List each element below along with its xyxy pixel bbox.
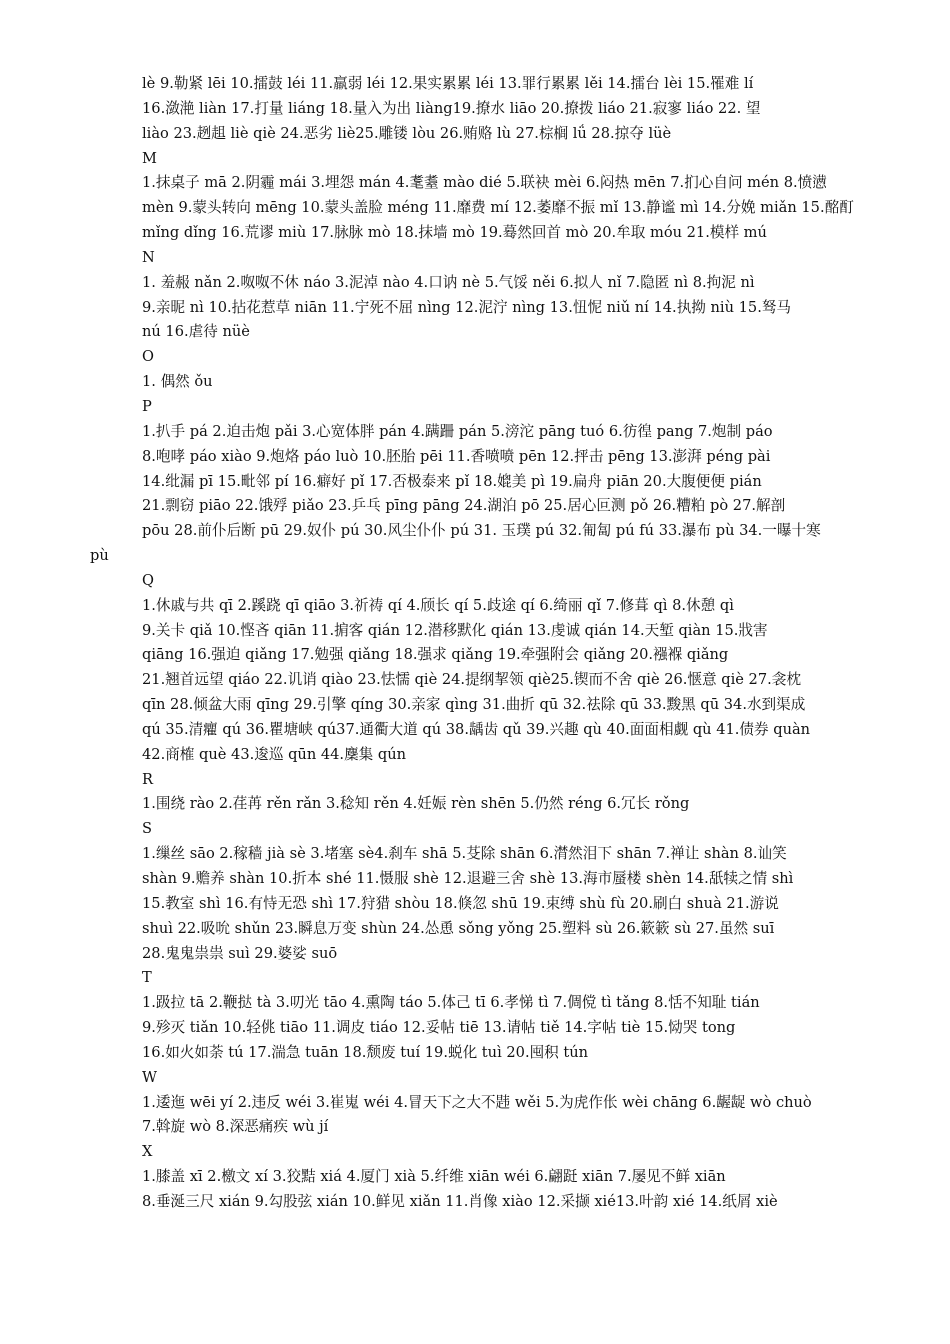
text-line: 28.鬼鬼祟祟 suì 29.婆娑 suō <box>142 944 338 962</box>
text-line: pù <box>90 547 109 565</box>
text-line: 9.殄灭 tiǎn 10.轻佻 tiāo 11.调皮 tiáo 12.妥帖 tiē 13.请帖 tiě 14.字帖 tiè 15.恸哭 tong <box>142 1019 736 1037</box>
pronunciation-list <box>90 72 870 1215</box>
text-line: 1. 偶然 ǒu <box>142 373 213 391</box>
text-line: qīn 28.倾盆大雨 qīng 29.引擎 qíng 30.亲家 qìng 31.曲折 qū 32.祛除 qū 33.黢黑 qū 34.水到渠成 <box>142 696 806 714</box>
text-line: shuì 22.吸吮 shǔn 23.瞬息万变 shùn 24.怂恿 sǒng yǒng 25.塑料 sù 26.簌簌 sù 27.虽然 suī <box>142 919 775 937</box>
text-line: 15.教室 shì 16.有恃无恐 shì 17.狩猎 shòu 18.倏忽 shū 19.束缚 shù fù 20.刷白 shuà 21.游说 <box>142 894 779 912</box>
text-line: 9.亲昵 nì 10.拈花惹草 niān 11.宁死不屈 nìng 12.泥泞 nìng 13.忸怩 niǔ ní 14.执拗 niù 15.驽马 <box>142 298 792 316</box>
text-line: 8.垂涎三尺 xián 9.勾股弦 xián 10.鲜见 xiǎn 11.肖像 xiào 12.采撷 xié13.叶韵 xié 14.纸屑 xiè <box>142 1192 778 1210</box>
text-line: 1.趿拉 tā 2.鞭挞 tà 3.叨光 tāo 4.熏陶 táo 5.体己 tī 6.孝悌 tì 7.倜傥 tì tǎng 8.恬不知耻 tián <box>142 994 760 1012</box>
text-line: 1.围绕 rào 2.荏苒 rěn rǎn 3.稔知 rěn 4.妊娠 rèn shēn 5.仍然 réng 6.冗长 rǒng <box>142 795 690 813</box>
text-line: liào 23.趔趄 liè qiè 24.恶劣 liè25.雕镂 lòu 26.贿赂 lù 27.棕榈 lǘ 28.掠夺 lüè <box>142 124 672 142</box>
text-line: 7.斡旋 wò 8.深恶痛疾 wù jí <box>142 1118 329 1136</box>
text-line: shàn 9.赡养 shàn 10.折本 shé 11.慑服 shè 12.退避三舍 shè 13.海市蜃楼 shèn 14.舐犊之情 shì <box>142 870 794 887</box>
section-letter: W <box>142 1068 157 1086</box>
section-letter: S <box>142 820 152 838</box>
text-line: lè 9.勒紧 lēi 10.擂鼓 léi 11.羸弱 léi 12.果实累累 léi 13.罪行累累 lěi 14.擂台 lèi 15.罹难 lí <box>142 75 754 92</box>
text-line: qú 35.清癯 qú 36.瞿塘峡 qú37.通衢大道 qú 38.龋齿 qǔ 39.兴趣 qù 40.面面相觑 qù 41.债券 quàn <box>142 720 811 738</box>
text-line: mǐng dǐng 16.荒谬 miù 17.脉脉 mò 18.抹墙 mò 19.蓦然回首 mò 20.牟取 móu 21.模样 mú <box>142 224 767 242</box>
text-line: 21.剽窃 piāo 22.饿殍 piǎo 23.乒乓 pīng pāng 24.湖泊 pō 25.居心叵测 pǒ 26.糟粕 pò 27.解剖 <box>142 497 786 515</box>
text-line: 1.抹桌子 mā 2.阴霾 mái 3.埋怨 mán 4.耄耋 mào dié 5.联袂 mèi 6.闷热 mēn 7.扪心自问 mén 8.愤懑 <box>142 174 827 192</box>
text-line: 9.关卡 qiǎ 10.悭吝 qiān 11.掮客 qián 12.潜移默化 qián 13.虔诚 qián 14.天堑 qiàn 15.戕害 <box>142 621 768 639</box>
text-line: 1.休戚与共 qī 2.蹊跷 qī qiāo 3.祈祷 qí 4.颀长 qí 5.歧途 qí 6.绮丽 qǐ 7.修葺 qì 8.休憩 qì <box>142 596 734 614</box>
section-letter: O <box>142 348 154 366</box>
text-line: 1. 羞赧 nǎn 2.呶呶不休 náo 3.泥淖 nào 4.口讷 nè 5.气馁 něi 6.拟人 nǐ 7.隐匿 nì 8.拘泥 nì <box>142 273 755 291</box>
text-line: 16.如火如荼 tú 17.湍急 tuān 18.颓废 tuí 19.蜕化 tuì 20.囤积 tún <box>142 1043 589 1061</box>
text-line: mèn 9.蒙头转向 mēng 10.蒙头盖脸 méng 11.靡费 mí 12.萎靡不振 mǐ 13.静谧 mì 14.分娩 miǎn 15.酩酊 <box>142 199 854 217</box>
text-line: 8.咆哮 páo xiào 9.炮烙 páo luò 10.胚胎 pēi 11.香喷喷 pēn 12.抨击 pēng 13.澎湃 péng pài <box>142 447 771 465</box>
text-line: 1.逶迤 wēi yí 2.违反 wéi 3.崔嵬 wéi 4.冒天下之大不韪 wěi 5.为虎作伥 wèi chāng 6.龌龊 wò chuò <box>142 1093 812 1111</box>
section-letter: N <box>142 248 155 266</box>
section-letter: Q <box>142 571 154 589</box>
text-line: 42.商榷 què 43.逡巡 qūn 44.麇集 qún <box>142 745 407 763</box>
section-letter: T <box>142 969 152 987</box>
text-line: 1.膝盖 xī 2.檄文 xí 3.狡黠 xiá 4.厦门 xià 5.纤维 xiān wéi 6.翩跹 xiān 7.屡见不鲜 xiān <box>142 1168 726 1186</box>
section-letter: P <box>142 397 152 415</box>
text-line: qiāng 16.强迫 qiǎng 17.勉强 qiǎng 18.强求 qiǎng 19.牵强附会 qiǎng 20.襁褓 qiǎng <box>142 646 729 664</box>
text-line: 16.潋滟 liàn 17.打量 liáng 18.量入为出 liàng19.撩水 liāo 20.撩拨 liáo 21.寂寥 liáo 22. 望 <box>142 99 761 117</box>
section-letter: M <box>142 149 157 167</box>
text-line: 14.纰漏 pī 15.毗邻 pí 16.癖好 pǐ 17.否极泰来 pǐ 18.媲美 pì 19.扁舟 piān 20.大腹便便 pián <box>142 472 762 490</box>
text-line: 1.扒手 pá 2.迫击炮 pǎi 3.心宽体胖 pán 4.蹒跚 pán 5.滂沱 pāng tuó 6.彷徨 pang 7.炮制 páo <box>142 422 773 440</box>
text-line: pōu 28.前仆后断 pū 29.奴仆 pú 30.风尘仆仆 pú 31. 玉璞 pú 32.匍匐 pú fú 33.瀑布 pù 34.一曝十寒 <box>142 522 821 540</box>
text-line: 21.翘首远望 qiáo 22.讥诮 qiào 23.怯懦 qiè 24.提纲挈领 qiè25.锲而不舍 qiè 26.惬意 qiè 27.衾枕 <box>142 671 801 689</box>
text-line: nú 16.虐待 nüè <box>142 323 250 341</box>
section-letter: R <box>142 770 153 788</box>
text-line: 1.缫丝 sāo 2.稼穑 jià sè 3.堵塞 sè4.刹车 shā 5.芟除 shān 6.潸然泪下 shān 7.禅让 shàn 8.讪笑 <box>142 845 787 863</box>
section-letter: X <box>142 1143 153 1161</box>
